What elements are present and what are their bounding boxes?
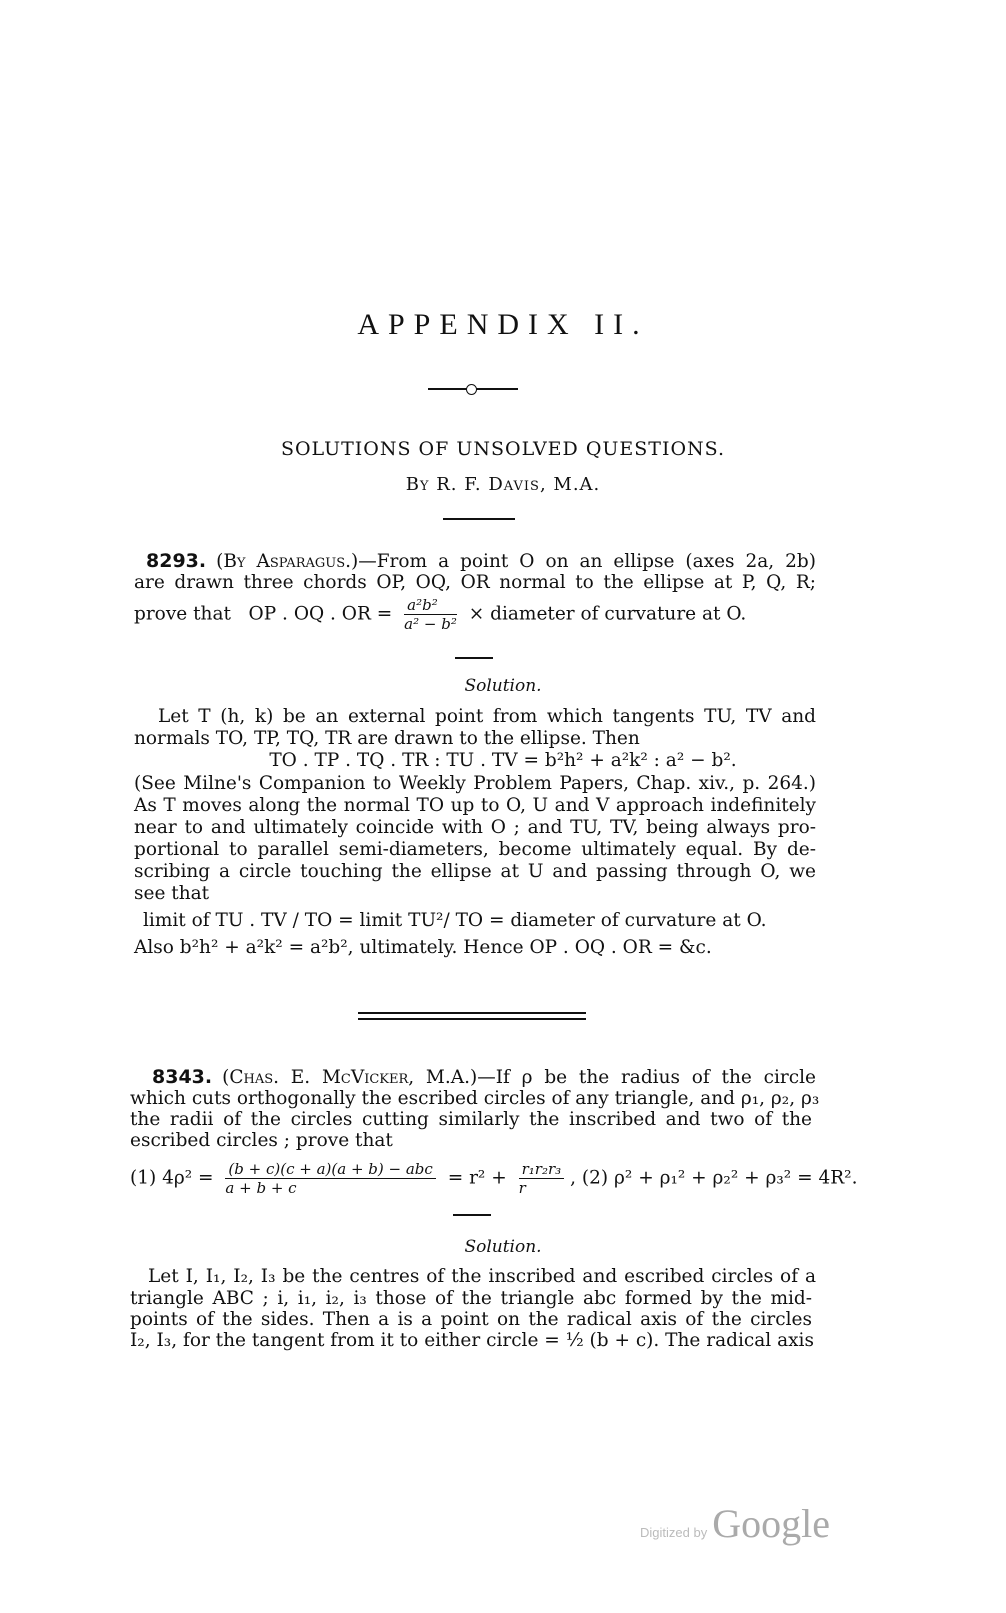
question-author: (By Asparagus.) [216,551,359,572]
fraction-numerator: (b + c)(c + a)(a + b) − abc [225,1160,435,1179]
question-text: are drawn three chords OP, OQ, OR normal to the ellipse at P, Q, R; [134,572,816,593]
google-logo: Google [712,1501,831,1546]
byline: By R. F. Davis, M.A. [405,474,601,495]
question-8293-equation [134,596,816,633]
fraction [225,1160,435,1197]
question-text: the radii of the circles cutting similarly the inscribed and two of the [130,1109,812,1130]
digitized-watermark [640,1500,830,1547]
solution-line: points of the sides. Then a is a point on the radical axis of the circles [130,1309,812,1330]
solution-line: I₂, I₃, for the tangent from it to either circle = ½ (b + c). The radical axis [130,1330,814,1351]
solution-equation: limit of TU . TV / TO = limit TU²/ TO = diameter of curvature at O. [143,910,767,931]
solution-line: Let T (h, k) be an external point from which tangents TU, TV and [158,706,816,727]
fraction [519,1160,565,1197]
solution-line: near to and ultimately coincide with O ; and TU, TV, being always pro- [134,817,816,838]
question-author: (Chas. E. McVicker, M.A.) [222,1067,478,1088]
equation-text: × diameter of curvature at O. [468,603,747,625]
solution-line: Also b²h² + a²k² = a²b², ultimately. Hence OP . OQ . OR = &c. [134,937,712,958]
fraction-denominator: r [518,1179,526,1197]
equation-text: = r² + [447,1167,507,1189]
divider [455,657,493,659]
equation-text: , (2) ρ² + ρ₁² + ρ₂² + ρ₃² = 4R². [570,1167,858,1189]
fraction-numerator: a²b² [404,596,457,615]
solution-line: normals TO, TP, TQ, TR are drawn to the ellipse. Then [134,728,640,749]
section-subtitle: SOLUTIONS OF UNSOLVED QUESTIONS. [280,438,726,460]
question-text: escribed circles ; prove that [130,1130,393,1151]
equation-text: (1) 4ρ² = [130,1167,214,1189]
solution-line: (See Milne's Companion to Weekly Problem Papers, Chap. xiv., p. 264.) [134,773,816,794]
divider [443,518,515,520]
double-divider-top [358,1012,586,1014]
question-8343-equation [130,1160,858,1197]
solution-heading: Solution. [464,676,542,696]
solution-equation: TO . TP . TQ . TR : TU . TV = b²h² + a²k² : a² − b². [269,750,737,771]
ornament-diamond [466,384,477,395]
question-text: which cuts orthogonally the escribed circles of any triangle, and ρ₁, ρ₂, ρ₃ [130,1088,820,1109]
solution-line: see that [134,883,210,904]
solution-line: Let I, I₁, I₂, I₃ be the centres of the inscribed and escribed circles of a [148,1266,816,1287]
solution-line: As T moves along the normal TO up to O, U and V approach indefinitely [134,795,816,816]
question-text: —From a point O on an ellipse (axes 2a, 2b) [358,551,816,572]
question-number: 8293. [146,550,207,572]
solution-line: portional to parallel semi-diameters, become ultimately equal. By de- [134,839,816,860]
fraction-denominator: a + b + c [225,1179,297,1197]
question-number: 8343. [152,1066,213,1088]
question-8293-line-1 [134,550,816,573]
fraction-numerator: r₁r₂r₃ [519,1160,565,1179]
watermark-prefix: Digitized by [640,1525,708,1540]
divider [453,1214,491,1216]
double-divider-bottom [358,1018,586,1020]
solution-heading: Solution. [464,1237,542,1257]
solution-line: triangle ABC ; i, i₁, i₂, i₃ those of the triangle abc formed by the mid- [130,1288,812,1309]
fraction-denominator: a² − b² [404,615,457,633]
question-text: —If ρ be the radius of the circle [477,1067,816,1088]
page-title: APPENDIX II. [357,308,649,341]
equation-text: prove that OP . OQ . OR = [134,603,393,625]
solution-line: scribing a circle touching the ellipse at U and passing through O, we [134,861,816,882]
question-8343-line-1 [130,1066,816,1089]
fraction [404,596,457,633]
